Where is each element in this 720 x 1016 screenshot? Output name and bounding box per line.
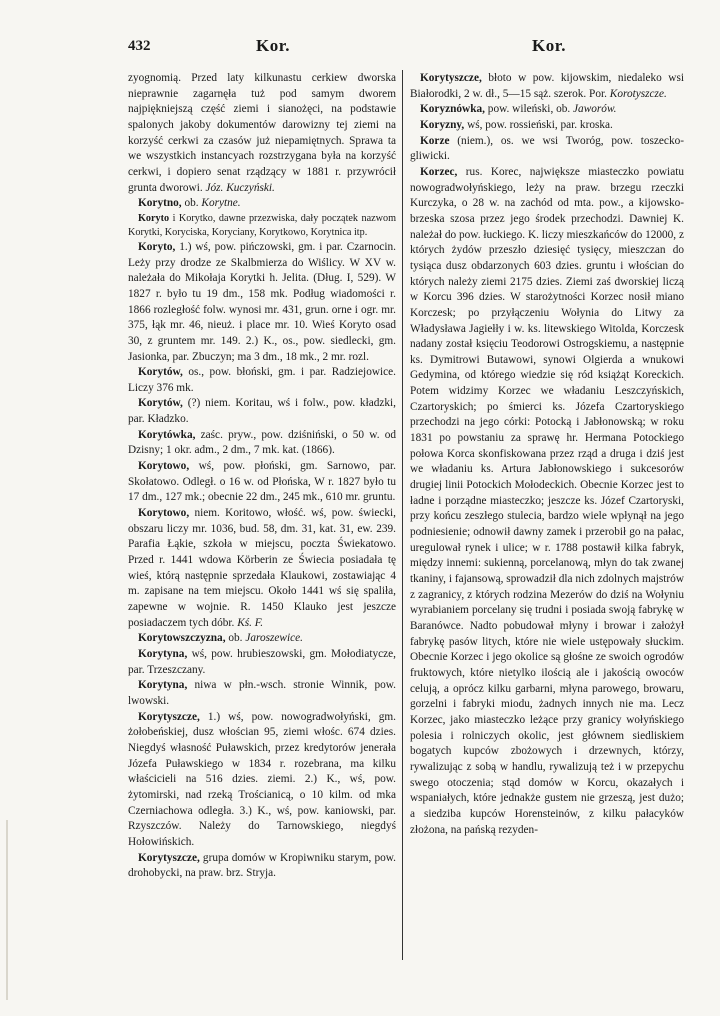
entry-headword: Korytów, bbox=[138, 397, 183, 410]
dictionary-entry bbox=[410, 71, 684, 102]
dictionary-entry bbox=[410, 118, 684, 134]
column-divider bbox=[402, 70, 403, 960]
left-column bbox=[128, 71, 396, 882]
entry-headword: Korytówka, bbox=[138, 428, 196, 441]
dictionary-entry bbox=[128, 428, 396, 459]
entry-headword: Korze bbox=[420, 134, 450, 147]
running-head-right: Kor. bbox=[532, 36, 566, 55]
entry-text: 1.) wś, pow. nowogradwołyński, gm. żołobeńskiej, dusz włościan 95, ziemi włośc. 674 dzies. Niegdyś własność Puławskich, przez kredytorów jenerała Józefa Puławskiego w 1834 r. rozebrana, ma kilku właścicieli na 516 dzies. ziemi. 2.) K., wś, pow. żytomirski, nad rzeką Trościanicą, o 10 kilm. od mka Czerniachowa odległa. 3.) K., wś, pow. kaniowski, par. Rzyszczów. Należy do Tarnowskiego, niegdyś Hołowińskich. bbox=[128, 710, 396, 848]
entry-headword: Korytyszcze, bbox=[138, 710, 200, 723]
entry-text: ob. bbox=[184, 197, 199, 210]
entry-headword: Korytyna, bbox=[138, 679, 188, 692]
entry-reference: Korytne. bbox=[201, 197, 241, 210]
entry-text: wś, pow. hrubieszowski, gm. Mołodiatycze, par. Trzeszczany. bbox=[128, 647, 396, 676]
entry-text: 1.) wś, pow. pińczowski, gm. i par. Czarnocin. Leży przy drodze ze Skalbmierza do Wiślicy. W XV w. należała do Mikołaja Korytki h. Jelita. (Dług. I, 529). W 1827 r. było tu 19 dm., 158 mk. Podług wiadomości r. 1866 rozległość folw. wynosi mr. 431, grun. orne i ogr. mr. 375, łąk mr. 46, nieuż. i place mr. 10. Wieś Koryto osad 30, z gruntem mr. 149. 2.) K., os., pow. siedlecki, gm. Jasionka, par. Zbuczyn; ma 3 dm., 18 mk., 2 mr. rozl. bbox=[128, 240, 396, 363]
entry-text: pow. wileński, ob. bbox=[487, 103, 571, 116]
entry-text: (niem.), os. we wsi Tworóg, pow. toszecko-gliwicki. bbox=[410, 134, 685, 163]
entry-headword: Koryto bbox=[138, 212, 170, 224]
dictionary-entry bbox=[128, 851, 396, 882]
entry-text: rus. Korec, największe miasteczko powiatu nowogradwołyńskiego, leży na praw. brzegu rzeczki Kurczyka, o 28 w. na zachód od mta. pow., a kijowsko-brzeska szosa przez jego środek przechodzi. Dawniej K. należał do pow. łuckiego. K. liczy mieszkańców do 12000, z których żydów przeszło dziesięć tysięcy, mieszczan do tysiąca dusz obdarzonych 603 dzies. gruntu i włościan do których należy ziemi 2175 dzies. Ziemi zaś dworskiej liczą w Korcu 396 dzies. W starożytności Korzec nosił miano Korczesk; po przyłączeniu Wołynia do Litwy za Władysława Jagiełły i w. ks. litewskiego Witolda, Korczesk nadany został księciu Teodorowi Ostrogskiemu, a następnie ks. Dymitrowi Butawowi, synowi Olgierda a wnukowi Gedymina, od którego wiedzie się ród książąt Koreckich. Potem widzimy Korzec we władaniu Leszczyńskich, Czartoryskich; po śmierci ks. Józefa Czartoryskiego przechodzi na jego córki: Potocką i Jabłonowską; w roku 1831 po powstaniu za sprawę hr. Hermana Potockiego połowa Korca skonfiskowana przez rząd a druga i dziś jest we władaniu ks. Artura Jabłonowskiego i sukcesorów drugiej linii Potockich Mołodeckich. Obecnie Korzec jest to ładne i porządne miasteczko; jeszcze ks. Józef Czartoryski, przy końcu zeszłego stulecia, bardzo wiele wpłynął na jego podniesienie; odnowił dawny zamek i przerobił go na pałac, uregulował rynek i ulice; w r. 1788 postawił kilka fabryk, między innemi: sukienną, porcelanową, młyn do tak zwanej tkaniny, i fajansową, sprowadził dla nich zdolnych majstrów z zagranicy, z których rodzina Mezerów do dziś na Wołyniu wyrabianiem porcelany się trudni i posiada swoją fabrykę w Baranówce. Nadto pobudował młyny i browar i założył fabrykę pasów litych, które nie wiele ustępowały słuckim. Obecnie Korzec i jego okolice są głośne ze swoich ogrodów fruktowych, które nietylko ilością ale i jakością owoców celują, a oprócz kilku garbarni, młyna parowego, browaru, gorzelni i fabryki miodu, żadnych innych nie ma. Lecz Korzec, jako miasteczko leżące przy granicy wołyńskiego polesia i rolniczych okolic, jest głównem siedliskiem bogatych kupców zbożowych i drzewnych, którzy, rywalizując z sobą w handlu, rywalizują też i w przepychu swego otoczenia; stąd domów w Korcu, okazałych i wspaniałych, które jednakże gustem nie grzeszą, jest dużo; a siedziba kupców Horensteinów, z kilku pałacyków złożona, na pańską rezyden- bbox=[410, 165, 684, 836]
entry-headword: Korytowszczyzna, bbox=[138, 632, 226, 645]
entry-headword: Korytyszcze, bbox=[420, 72, 482, 84]
entry-reference: Jaroszewice. bbox=[245, 632, 303, 645]
entry-text: (?) niem. Koritau, wś i folw., pow. kładzki, par. Kładzko. bbox=[128, 397, 396, 426]
dictionary-entry bbox=[128, 647, 396, 678]
dictionary-entry bbox=[128, 678, 396, 709]
dictionary-entry bbox=[410, 134, 684, 165]
running-head-left: Kor. bbox=[256, 36, 290, 55]
entry-headword: Korytowo, bbox=[138, 507, 190, 520]
entry-reference: Kś. F. bbox=[237, 616, 264, 629]
entry-text: wś, pow. rossieński, par. kroska. bbox=[467, 118, 613, 131]
dictionary-entry bbox=[410, 102, 684, 118]
entry-headword: Korytyna, bbox=[138, 647, 188, 660]
dictionary-entry bbox=[410, 165, 684, 838]
dictionary-entry bbox=[128, 459, 396, 506]
entry-headword: Korzec, bbox=[420, 165, 458, 178]
entry-text: ob. bbox=[228, 632, 243, 645]
dictionary-entry bbox=[128, 71, 396, 196]
dictionary-entry bbox=[128, 196, 396, 212]
entry-text: i Korytko, dawne przezwiska, dały początek nazwom Korytki, Koryciska, Koryciany, Korytkowo, Korytnica itp. bbox=[128, 212, 396, 238]
entry-text: grupa domów w Kropiwniku starym, pow. drohobycki, na praw. brz. Stryja. bbox=[128, 851, 396, 880]
dictionary-entry bbox=[128, 506, 396, 631]
right-column bbox=[410, 71, 684, 838]
entry-text: zaśc. pryw., pow. dziśniński, o 50 w. od Dzisny; 1 okr. adm., 2 dm., 7 mk. kat. (1866). bbox=[128, 428, 396, 457]
entry-text: wś, pow. płoński, gm. Sarnowo, par. Skołatowo. Odległ. o 16 w. od Płońska, W r. 1827 było tu 17 dm., 127 mk.; obecnie 22 dm., 245 mk., 610 mr. gruntu. bbox=[128, 460, 396, 504]
page-edge-shadow bbox=[6, 820, 8, 1000]
entry-headword: Korytyszcze, bbox=[138, 851, 200, 864]
dictionary-entry bbox=[128, 365, 396, 396]
entry-reference: Korotyszcze. bbox=[609, 87, 667, 100]
dictionary-entry bbox=[128, 212, 396, 240]
page-number: 432 bbox=[128, 38, 151, 54]
entry-reference: Jaworów. bbox=[573, 103, 617, 116]
dictionary-entry bbox=[128, 396, 396, 427]
entry-text: błoto w pow. kijowskim, niedaleko wsi Białorodki, 2 w. dł., 5—15 sąż. szerok. Por. bbox=[410, 72, 684, 100]
dictionary-entry bbox=[128, 710, 396, 851]
entry-headword: Korytowo, bbox=[138, 460, 190, 473]
entry-headword: Koryznówka, bbox=[420, 103, 485, 116]
entry-text: niem. Koritowo, włość. wś, pow. świecki, obszaru liczy mr. 1036, bud. 58, dm. 31, kat. 31, ew. 239. Parafia Łąkie, szkoła w miejscu, poczta Świekatowo. Przed r. 1441 wdowa Körberin ze Świecia posiadała tę wieś, którą następnie sprzedała Klaukowi, zostawiając 4 m. zapisane na tem miejscu. Około 1441 wś się spaliła, zapewne w wojnie. R. 1450 Klauko jest jeszcze posiadaczem tych dóbr. bbox=[128, 507, 396, 629]
entry-text: niwa w płn.-wsch. stronie Winnik, pow. lwowski. bbox=[128, 679, 396, 707]
entry-text: os., pow. błoński, gm. i par. Radziejowice. Liczy 376 mk. bbox=[128, 366, 396, 394]
entry-reference: Józ. Kuczyński. bbox=[205, 181, 275, 194]
entry-headword: Korytno, bbox=[138, 197, 182, 210]
entry-headword: Koryzny, bbox=[420, 118, 465, 131]
entry-text: zyognomią. Przed laty kilkunastu cerkiew dworska nieprawnie zagarnęła tuż pod samym dworem najpiękniejszą część ziemi i sianożęci, na podstawie spalonych jakoby dokumentów darowizny tej ziemi na korzyść cerkwi za czasów już niepamiętnych. Sprawa ta we wszystkich instancyach rozstrzygana była na korzyść cerkwi, i dopiero senat rządzący w 1881 r. przywrócił grunta dworowi. bbox=[128, 72, 396, 194]
entry-headword: Korytów, bbox=[138, 366, 183, 379]
dictionary-entry bbox=[128, 240, 396, 365]
entry-headword: Koryto, bbox=[138, 240, 176, 253]
dictionary-entry bbox=[128, 631, 396, 647]
